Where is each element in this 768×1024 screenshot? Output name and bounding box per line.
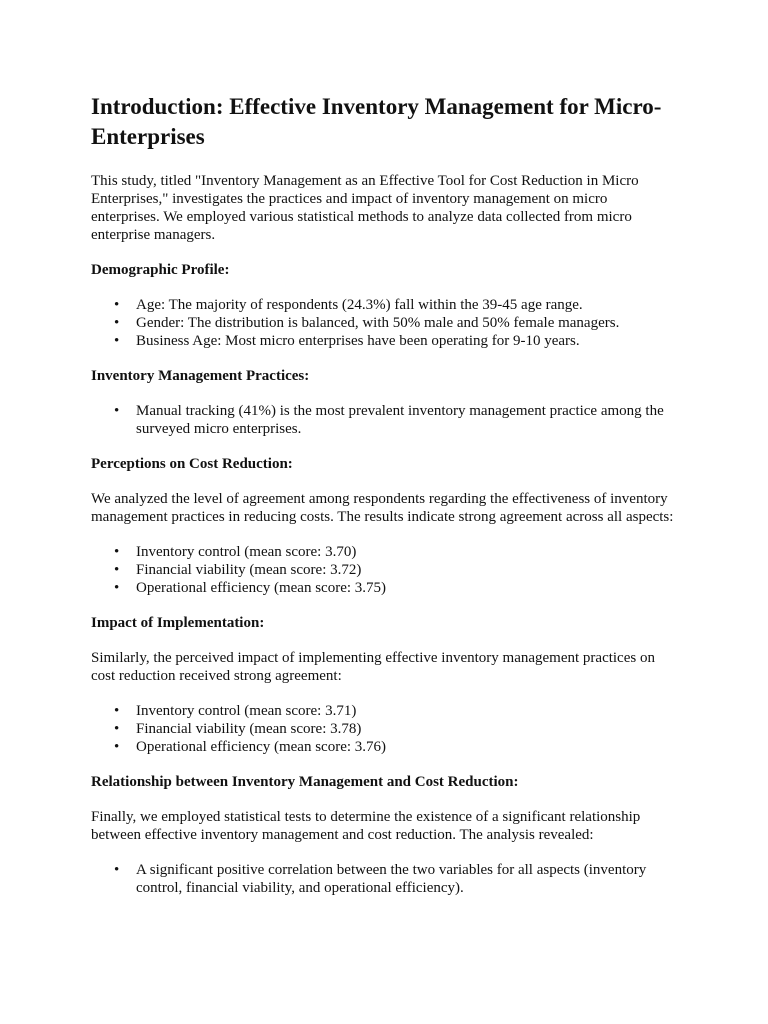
relationship-list — [91, 861, 678, 897]
list-item: • Age: The majority of respondents (24.3%) fall within the 39-45 age range. — [136, 296, 678, 314]
practices-heading: Inventory Management Practices: — [91, 368, 310, 384]
list-item: • Operational efficiency (mean score: 3.76) — [136, 738, 678, 756]
impact-list — [91, 702, 678, 756]
impact-section — [91, 614, 678, 756]
list-item: • Business Age: Most micro enterprises have been operating for 9-10 years. — [136, 332, 678, 350]
impact-paragraph: Similarly, the perceived impact of implementing effective inventory management practices on cost reduction received strong agreement: — [91, 650, 655, 684]
intro-paragraph: This study, titled "Inventory Management as an Effective Tool for Cost Reduction in Micro Enterprises," investigates the practices and impact of inventory management on micro enterprises. We employed various statistical methods to analyze data collected from micro enterprise managers. — [91, 173, 639, 243]
list-item: • Financial viability (mean score: 3.78) — [136, 720, 678, 738]
relationship-section — [91, 773, 678, 897]
list-item: • Manual tracking (41%) is the most prevalent inventory management practice among the surveyed micro enterprises. — [136, 402, 678, 438]
practices-list — [91, 402, 678, 438]
list-item: • Gender: The distribution is balanced, with 50% male and 50% female managers. — [136, 314, 678, 332]
list-item: • Inventory control (mean score: 3.70) — [136, 543, 678, 561]
impact-heading: Impact of Implementation: — [91, 615, 265, 631]
list-item: • Financial viability (mean score: 3.72) — [136, 561, 678, 579]
relationship-paragraph: Finally, we employed statistical tests to determine the existence of a significant relationship between effective inventory management and cost reduction. The analysis revealed: — [91, 809, 641, 843]
list-item: • Operational efficiency (mean score: 3.75) — [136, 579, 678, 597]
perceptions-heading: Perceptions on Cost Reduction: — [91, 456, 293, 472]
demographic-heading: Demographic Profile: — [91, 262, 230, 278]
page-title: Introduction: Effective Inventory Management for Micro-Enterprises — [91, 94, 662, 149]
list-item: • A significant positive correlation between the two variables for all aspects (inventory control, financial viability, and operational efficiency). — [136, 861, 678, 897]
demographic-section — [91, 261, 678, 350]
perceptions-list — [91, 543, 678, 597]
perceptions-section — [91, 455, 678, 597]
perceptions-paragraph: We analyzed the level of agreement among respondents regarding the effectiveness of inventory management practices in reducing costs. The results indicate strong agreement across all aspects: — [91, 491, 674, 525]
list-item: • Inventory control (mean score: 3.71) — [136, 702, 678, 720]
relationship-heading: Relationship between Inventory Management and Cost Reduction: — [91, 774, 519, 790]
practices-section — [91, 367, 678, 438]
demographic-list — [91, 296, 678, 350]
